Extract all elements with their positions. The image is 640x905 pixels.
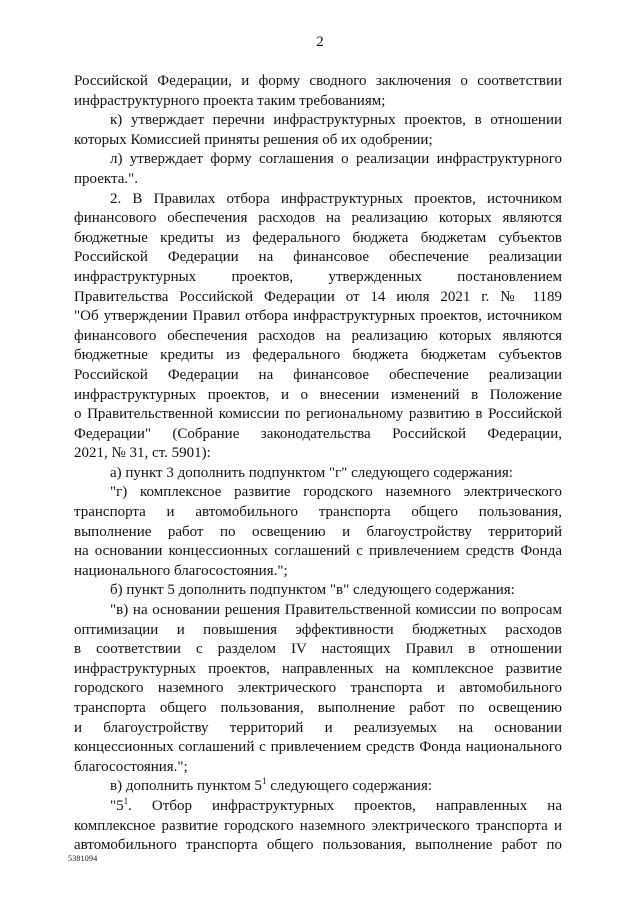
text-line	[74, 523, 562, 543]
text-line-content: Правительства Российской Федерации от 14 июля 2021 г. № 1189	[74, 288, 562, 305]
text-line	[74, 170, 562, 190]
text-line	[74, 131, 562, 151]
text-line	[74, 464, 562, 484]
text-line	[74, 503, 562, 523]
text-line-content: Российской Федерации на финансовое обеспечение реализации	[74, 366, 562, 383]
page-number: 2	[316, 34, 324, 50]
text-line-content: транспорта общего пользования, выполнение работ по освещению	[74, 700, 562, 716]
text-line-content: Российской Федерации, и форму сводного заключения о соответствии	[74, 73, 562, 89]
text-line	[74, 836, 562, 856]
text-line-content: концессионных соглашений с привлечением средств Фонда национального	[74, 739, 562, 756]
text-line	[74, 366, 562, 386]
text-line	[74, 797, 562, 817]
text-line-content: и благоустройству территорий и реализуемых на основании	[74, 719, 562, 736]
text-line-content: проекта.".	[74, 170, 138, 187]
text-line-content: "в) на основании решения Правительственной комиссии по вопросам	[110, 602, 562, 619]
superscript: 1	[261, 776, 267, 787]
text-line	[74, 817, 562, 837]
text-line-content: бюджетные кредиты из федерального бюджета бюджетам субъектов	[74, 229, 562, 246]
text-line	[74, 699, 562, 719]
text-line-content: а) пункт 3 дополнить подпунктом "г" следующего содержания:	[110, 464, 513, 481]
text-line	[74, 679, 562, 699]
text-line-content: "5	[110, 797, 124, 814]
text-line	[74, 72, 562, 92]
text-line-content: Федерации" (Собрание законодательства Российской Федерации,	[74, 425, 562, 442]
text-line	[74, 640, 562, 660]
text-line-content: городского наземного электрического транспорта и автомобильного	[74, 680, 562, 697]
text-line	[74, 229, 562, 249]
document-body	[74, 72, 562, 856]
text-line	[74, 758, 562, 778]
text-line	[74, 660, 562, 680]
text-line	[74, 327, 562, 347]
text-line	[74, 346, 562, 366]
text-line-content: "Об утверждении Правил отбора инфраструктурных проектов, источником	[74, 308, 562, 325]
text-line	[74, 150, 562, 170]
text-line	[74, 542, 562, 562]
text-line-continuation: . Отбор инфраструктурных проектов, направленных на	[128, 797, 562, 814]
text-line-content: б) пункт 5 дополнить подпунктом "в" следующего содержания:	[110, 582, 515, 599]
text-line	[74, 405, 562, 425]
text-line-content: инфраструктурного проекта таким требованиям;	[74, 92, 386, 109]
text-line-content: к) утверждает перечни инфраструктурных проектов, в отношении	[110, 112, 562, 129]
text-line-content: в соответствии с разделом IV настоящих Правил в отношении	[74, 641, 562, 658]
superscript: 1	[123, 795, 129, 806]
text-line-content: инфраструктурных проектов, и о внесении изменений в Положение	[74, 386, 562, 403]
text-line-content: транспорта и автомобильного транспорта общего пользования,	[74, 504, 562, 521]
text-line	[74, 719, 562, 739]
text-line	[74, 738, 562, 758]
text-line	[74, 425, 562, 445]
text-line	[74, 288, 562, 308]
text-line	[74, 111, 562, 131]
text-line-content: инфраструктурных проектов, направленных на комплексное развитие	[74, 660, 562, 677]
text-line-content: Российской Федерации на финансовое обеспечение реализации	[74, 249, 562, 266]
text-line-content: о Правительственной комиссии по региональному развитию в Российской	[74, 406, 562, 423]
text-line-content: бюджетные кредиты из федерального бюджета бюджетам субъектов	[74, 347, 562, 364]
text-line-content: инфраструктурных проектов, утвержденных постановлением	[74, 268, 562, 285]
text-line	[74, 209, 562, 229]
text-line	[74, 581, 562, 601]
text-line-content: национального благосостояния.";	[74, 562, 288, 579]
text-line-content: 2021, № 31, ст. 5901):	[74, 445, 211, 462]
text-line-content: которых Комиссией приняты решения об их одобрении;	[74, 131, 433, 148]
text-line-content: автомобильного транспорта общего пользования, выполнение работ по	[74, 837, 562, 854]
text-line	[74, 248, 562, 268]
text-line	[74, 777, 562, 797]
text-line	[74, 621, 562, 641]
text-line	[74, 444, 562, 464]
text-line	[74, 307, 562, 327]
document-code: 5381094	[68, 854, 98, 863]
text-line-content: на основании концессионных соглашений с привлечением средств Фонда	[74, 543, 562, 560]
text-line-content: выполнение работ по освещению и благоустройству территорий	[74, 523, 562, 540]
text-line-continuation: следующего содержания:	[266, 778, 433, 795]
text-line	[74, 92, 562, 112]
text-line-content: оптимизации и повышения эффективности бюджетных расходов	[74, 621, 562, 638]
text-line-content: "г) комплексное развитие городского наземного электрического	[110, 484, 562, 501]
text-line	[74, 562, 562, 582]
text-line-content: комплексное развитие городского наземного электрического транспорта и	[74, 817, 562, 834]
text-line-content: в) дополнить пунктом 5	[110, 778, 262, 795]
text-line	[74, 601, 562, 621]
text-line-content: финансового обеспечения расходов на реализацию которых являются	[74, 210, 562, 227]
text-line	[74, 483, 562, 503]
text-line-content: 2. В Правилах отбора инфраструктурных проектов, источником	[110, 190, 562, 207]
text-line	[74, 386, 562, 406]
text-line	[74, 268, 562, 288]
text-line-content: финансового обеспечения расходов на реализацию которых являются	[74, 327, 562, 344]
text-line-content: благосостояния.";	[74, 758, 188, 775]
text-line-content: л) утверждает форму соглашения о реализации инфраструктурного	[110, 151, 562, 168]
text-line	[74, 190, 562, 210]
